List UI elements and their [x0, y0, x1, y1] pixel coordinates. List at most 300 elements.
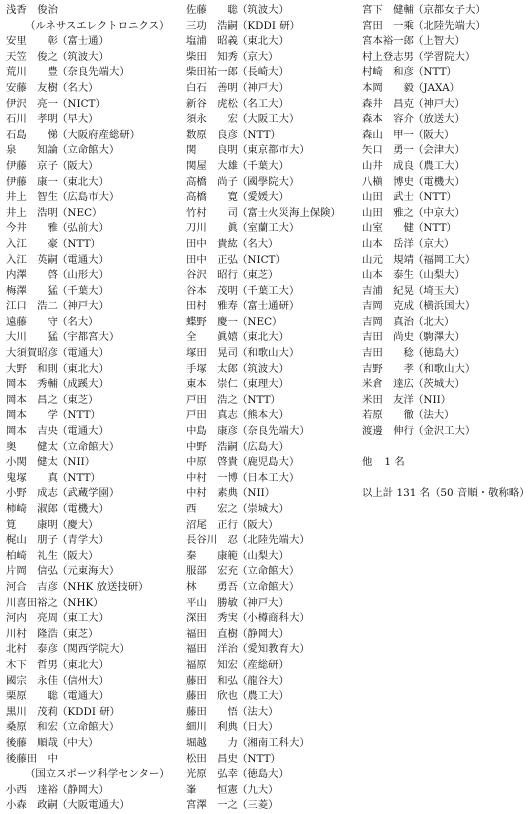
member-name: 福田 洋治	[186, 643, 238, 656]
member-name: 東本 崇仁	[186, 378, 238, 391]
member-affiliation: （電機大）	[57, 503, 109, 515]
name-entry	[186, 627, 356, 643]
member-name: 柴田祐一郎	[186, 66, 238, 79]
member-affiliation: （東北大）	[57, 658, 109, 671]
member-name: 白石 善明	[186, 81, 238, 94]
member-affiliation: （東芝）	[57, 627, 99, 640]
member-name: 田中 正弘	[186, 253, 238, 266]
member-name: 関 良明	[186, 144, 238, 157]
member-affiliation: （奈良先端大）	[57, 66, 130, 79]
name-entry	[362, 128, 528, 144]
member-affiliation: （電通大）	[57, 425, 109, 438]
member-affiliation: （NTT）	[237, 752, 281, 765]
member-affiliation: （京大）	[237, 50, 279, 63]
member-affiliation: （東北大）	[237, 331, 289, 344]
name-entry	[186, 65, 356, 81]
member-name: 森本 容介	[362, 113, 414, 126]
member-name: 竹村 司	[186, 206, 238, 219]
member-affiliation: （徳島大）	[237, 768, 289, 781]
member-name: 泉 知論	[6, 144, 58, 157]
others-note	[362, 455, 528, 471]
member-affiliation: （名大）	[57, 315, 99, 328]
name-entry	[186, 221, 356, 237]
member-name: 石島 悌	[6, 128, 58, 141]
name-entry	[186, 533, 356, 549]
name-entry	[186, 580, 356, 596]
member-affiliation: （NTT）	[413, 191, 457, 204]
name-entry	[186, 455, 356, 471]
name-entry	[186, 674, 356, 690]
member-affiliation: （千葉大）	[237, 159, 289, 172]
member-name: 浅香 俊治	[6, 4, 58, 16]
member-name: 中村 素典	[186, 487, 238, 500]
member-name: 宮澤 一之	[186, 799, 238, 812]
member-name: 本岡 毅	[362, 81, 414, 94]
member-name: 吉田 尚史	[362, 331, 414, 344]
member-name: 山本 泰生	[362, 269, 414, 282]
name-entry	[186, 268, 356, 284]
member-name: 山田 武士	[362, 191, 414, 204]
member-affiliation: （NTT）	[57, 237, 101, 250]
member-affiliation: （三菱）	[237, 799, 279, 812]
member-affiliation: （JAXA）	[413, 81, 460, 94]
member-name: 田中 貴紘	[186, 237, 238, 250]
member-affiliation: （NEC）	[237, 315, 283, 328]
entry-affiliation-continued	[6, 19, 176, 35]
name-entry	[6, 346, 176, 362]
member-affiliation: （立命館大）	[237, 580, 300, 593]
name-entry	[6, 299, 176, 315]
member-affiliation: （東京都市大）	[237, 144, 310, 157]
member-name: 安里 彰	[6, 35, 58, 48]
member-name: 國宗 永佳	[6, 674, 58, 687]
member-name: 塩浦 昭義	[186, 35, 238, 48]
member-affiliation: （奈良先端大）	[237, 425, 310, 438]
name-entry	[6, 533, 176, 549]
member-affiliation: （鹿児島大）	[237, 456, 300, 469]
member-name: 山室 健	[362, 222, 414, 235]
member-affiliation: （東芝）	[237, 269, 279, 282]
member-affiliation: （静岡大）	[237, 627, 289, 640]
member-name: 荒川 豊	[6, 66, 58, 79]
member-affiliation: （農工大）	[237, 690, 289, 703]
member-affiliation: （北大）	[413, 315, 455, 328]
name-entry	[186, 720, 356, 736]
member-name: 関屋 大雄	[186, 159, 238, 172]
name-entry	[362, 143, 528, 159]
column-3	[362, 3, 528, 502]
member-affiliation: （中京大）	[413, 206, 465, 219]
member-affiliation: （NHK 放送技研）	[57, 580, 149, 593]
member-name: 戸田 浩之	[186, 393, 238, 406]
member-name: 沼尾 正行	[186, 518, 238, 531]
member-name: 福田 直樹	[186, 627, 238, 640]
name-entry	[186, 237, 356, 253]
name-entry	[186, 502, 356, 518]
name-entry	[6, 128, 176, 144]
name-entry	[6, 34, 176, 50]
name-entry	[6, 471, 176, 487]
name-entry	[362, 81, 528, 97]
name-entry	[362, 346, 528, 362]
member-name: 梅澤 猛	[6, 284, 58, 297]
member-name: 伊藤 京子	[6, 159, 58, 172]
name-entry	[362, 206, 528, 222]
member-affiliation: （熊本大）	[237, 409, 289, 422]
member-name: 林 勇吾	[186, 580, 238, 593]
member-name: 柴田 知秀	[186, 50, 238, 63]
name-entry	[186, 471, 356, 487]
name-entry	[362, 34, 528, 50]
member-name: 全 眞嬉	[186, 331, 238, 344]
member-name: 刀川 眞	[186, 222, 238, 235]
member-name: 手塚 太郎	[186, 362, 238, 375]
member-affiliation: （室蘭工大）	[237, 222, 300, 235]
name-entry	[186, 705, 356, 721]
member-affiliation: （NTT）	[57, 471, 101, 484]
name-entry	[6, 720, 176, 736]
name-entry	[362, 175, 528, 191]
member-affiliation: （NICT）	[237, 253, 286, 266]
member-name: 深田 秀実	[186, 612, 238, 625]
name-entry	[186, 767, 356, 783]
member-affiliation: （山梨大）	[413, 269, 465, 282]
member-name: 田村 雅寿	[186, 300, 238, 313]
name-entry	[362, 237, 528, 253]
member-name: 岡本 学	[6, 409, 58, 422]
column-3-list	[362, 3, 528, 440]
name-entry	[186, 330, 356, 346]
name-entry	[186, 362, 356, 378]
name-entry	[362, 362, 528, 378]
member-name: 桑原 和宏	[6, 721, 58, 734]
member-name: 入江 豪	[6, 237, 58, 250]
member-name: 藤田 和弘	[186, 674, 238, 687]
member-name: 黒川 茂莉	[6, 705, 58, 718]
name-entry	[186, 393, 356, 409]
name-entry	[6, 502, 176, 518]
member-name: 山井 成良	[362, 159, 414, 172]
member-affiliation: （神戸大）	[237, 596, 289, 609]
name-entry	[186, 81, 356, 97]
member-affiliation: （青学大）	[57, 534, 109, 547]
member-affiliation: （学習院大）	[413, 50, 476, 63]
member-name: 数原 良彦	[186, 128, 238, 141]
member-affiliation: （会津大）	[413, 144, 465, 157]
name-entry	[362, 330, 528, 346]
name-entry	[186, 206, 356, 222]
member-name: 河内 亮周	[6, 612, 58, 625]
member-affiliation: （名大）	[237, 237, 279, 250]
member-affiliation: （富士通）	[57, 35, 109, 48]
column-1	[6, 3, 176, 814]
member-affiliation: （立命館大）	[237, 565, 300, 578]
name-entry	[186, 346, 356, 362]
member-name: 須永 宏	[186, 113, 238, 126]
member-name: 村崎 和彦	[362, 66, 414, 79]
member-affiliation: （北陸先端大）	[237, 534, 310, 547]
member-name: 平山 勝敏	[186, 596, 238, 609]
member-name: 江口 浩二	[6, 300, 58, 313]
member-affiliation: （北陸先端大）	[413, 19, 486, 32]
member-name: 秦 康範	[186, 549, 238, 562]
name-entry	[6, 440, 176, 456]
name-entry	[6, 159, 176, 175]
member-name: 岡本 吉央	[6, 425, 58, 438]
member-name: 井上 浩明	[6, 206, 58, 219]
name-entry	[186, 159, 356, 175]
name-entry	[6, 3, 176, 19]
name-entry	[186, 518, 356, 534]
member-affiliation: （横浜国大）	[413, 300, 476, 313]
member-affiliation: （愛媛大）	[237, 191, 289, 204]
member-affiliation: （和歌山大）	[413, 362, 476, 375]
member-affiliation: （湘南工科大）	[237, 736, 310, 749]
name-entry	[6, 377, 176, 393]
member-name: 吉田 稔	[362, 347, 414, 360]
name-entry	[186, 128, 356, 144]
member-affiliation: （京大）	[413, 237, 455, 250]
member-name: 内澤 啓	[6, 269, 58, 282]
member-affiliation: （NTT）	[413, 66, 457, 79]
name-entry	[6, 642, 176, 658]
member-name: 森井 昌克	[362, 97, 414, 110]
name-entry	[6, 518, 176, 534]
member-name: 宮下 健輔	[362, 4, 414, 16]
member-name: 大須賀昭彦	[6, 347, 58, 360]
member-affiliation: （関西学院大）	[57, 643, 130, 656]
member-name: 塚田 晃司	[186, 347, 238, 360]
name-entry	[6, 393, 176, 409]
member-affiliation: （ルネサスエレクトロニクス）	[25, 19, 170, 32]
member-affiliation: （NEC）	[57, 206, 103, 219]
member-affiliation: （農工大）	[413, 159, 465, 172]
name-entry	[362, 190, 528, 206]
member-affiliation: （武蔵学園）	[57, 487, 120, 500]
member-name: 八槇 博史	[362, 175, 414, 188]
name-entry	[186, 97, 356, 113]
member-name: 天笠 俊之	[6, 50, 58, 63]
member-name: 三功 浩嗣	[186, 19, 238, 32]
name-entry	[186, 408, 356, 424]
name-entry	[6, 798, 176, 814]
member-affiliation: （東北大）	[237, 35, 289, 48]
name-entry	[6, 736, 176, 752]
member-affiliation: （宇都宮大）	[57, 331, 120, 344]
total-count: 計 131 名	[382, 487, 431, 500]
name-entry	[186, 798, 356, 814]
member-name: 福原 知宏	[186, 658, 238, 671]
member-name: 柏崎 礼生	[6, 549, 58, 562]
name-entry	[186, 424, 356, 440]
name-entry	[6, 564, 176, 580]
member-affiliation: （筑波大）	[57, 50, 109, 63]
name-entry	[362, 112, 528, 128]
name-entry	[362, 408, 528, 424]
name-entry	[362, 3, 528, 19]
member-name: 川喜田裕之	[6, 596, 58, 609]
member-name: 宮田 一乘	[362, 19, 414, 32]
total-label: 以上	[362, 487, 383, 500]
member-affiliation: （NII）	[413, 393, 452, 406]
name-entry	[6, 81, 176, 97]
name-entry	[186, 190, 356, 206]
member-affiliation: （立命館大）	[57, 721, 120, 734]
member-name: 北村 泰彦	[6, 643, 58, 656]
member-affiliation: （立命館大）	[57, 144, 120, 157]
member-affiliation: （電通大）	[57, 690, 109, 703]
member-name: 米倉 達広	[362, 378, 414, 391]
member-affiliation: （筑波大）	[237, 4, 289, 16]
member-name: 峯 恒憲	[186, 783, 238, 796]
member-name: 森山 甲一	[362, 128, 414, 141]
total-remark: （50 音順・敬称略）	[430, 487, 530, 500]
member-affiliation: （筑波大）	[237, 362, 289, 375]
name-entry	[6, 97, 176, 113]
member-name: 奥 健太	[6, 440, 58, 453]
member-name: 伊沢 亮一	[6, 97, 58, 110]
member-name: 岡本 秀輔	[6, 378, 58, 391]
member-name: 服部 宏充	[186, 565, 238, 578]
member-name: 高橋 尚子	[186, 175, 238, 188]
name-entry	[186, 284, 356, 300]
member-affiliation: （東芝）	[57, 393, 99, 406]
name-entry	[6, 284, 176, 300]
name-entry	[362, 50, 528, 66]
member-name: 長谷川 忍	[186, 534, 238, 547]
name-entry	[186, 689, 356, 705]
member-name: 山本 岳洋	[362, 237, 414, 250]
name-entry	[362, 19, 528, 35]
name-entry	[6, 549, 176, 565]
member-name: 後藤 順哉	[6, 736, 58, 749]
member-affiliation: （KDDI 研）	[57, 705, 121, 718]
member-affiliation: （大阪府産総研）	[57, 128, 141, 141]
name-entry	[186, 299, 356, 315]
name-entry	[362, 299, 528, 315]
member-affiliation: （國學院大）	[237, 175, 300, 188]
member-name: 中島 康彦	[186, 425, 238, 438]
member-name: 中村 一博	[186, 471, 238, 484]
member-name: 山元 規靖	[362, 253, 414, 266]
member-name: 米田 友洋	[362, 393, 414, 406]
member-name: 小森 政嗣	[6, 799, 58, 812]
member-name: 新谷 虎松	[186, 97, 238, 110]
name-entry	[6, 705, 176, 721]
member-affiliation: （放送大）	[413, 113, 465, 126]
member-affiliation: （和歌山大）	[237, 347, 300, 360]
member-affiliation: （法大）	[413, 409, 455, 422]
member-affiliation: （茨城大）	[413, 378, 465, 391]
name-entry	[186, 19, 356, 35]
member-name: 柿崎 淑郎	[6, 503, 58, 515]
member-affiliation: （千葉工大）	[237, 284, 300, 297]
name-entry	[6, 112, 176, 128]
member-affiliation: （日大）	[237, 721, 279, 734]
name-entry	[6, 237, 176, 253]
member-name: 宮本裕一郎	[362, 35, 414, 48]
member-affiliation: （東北大）	[57, 362, 109, 375]
member-affiliation: （小樽商科大）	[237, 612, 310, 625]
name-entry	[186, 783, 356, 799]
name-entry	[362, 221, 528, 237]
member-name: 入江 英嗣	[6, 253, 58, 266]
member-name: 戸田 真志	[186, 409, 238, 422]
name-entry	[6, 455, 176, 471]
name-entry	[186, 658, 356, 674]
name-entry	[186, 549, 356, 565]
member-affiliation: （法大）	[237, 705, 279, 718]
name-entry	[186, 3, 356, 19]
entry-affiliation-continued	[6, 767, 176, 783]
name-entry	[186, 564, 356, 580]
name-entry	[6, 362, 176, 378]
member-name: 吉野 孝	[362, 362, 414, 375]
name-entry	[362, 268, 528, 284]
name-entry	[186, 736, 356, 752]
member-affiliation: （神戸大）	[57, 300, 109, 313]
name-entry	[6, 611, 176, 627]
member-name: 栗原 聡	[6, 690, 58, 703]
member-affiliation: （阪大）	[57, 159, 99, 172]
member-name: 大野 和則	[6, 362, 58, 375]
member-affiliation: （千葉大）	[57, 284, 109, 297]
member-name: 岡本 昌之	[6, 393, 58, 406]
member-name: 吉浦 紀晃	[362, 284, 414, 297]
name-entry	[6, 315, 176, 331]
member-name: 河合 吉彦	[6, 580, 58, 593]
member-name: 堀越 力	[186, 736, 238, 749]
member-affiliation: （金沢工大）	[413, 425, 476, 438]
member-name: 鬼塚 真	[6, 471, 58, 484]
member-name: 安藤 友樹	[6, 81, 58, 94]
member-affiliation: （阪大）	[413, 128, 455, 141]
name-entry	[186, 253, 356, 269]
member-name: 村上登志男	[362, 50, 414, 63]
name-entry	[362, 253, 528, 269]
member-affiliation: （NTT）	[237, 128, 281, 141]
member-affiliation: （国立スポーツ科学センター）	[25, 768, 170, 781]
member-name: 西 宏之	[186, 503, 238, 515]
member-name: 中原 啓貴	[186, 456, 238, 469]
member-affiliation: （早大）	[57, 113, 99, 126]
member-name: 伊藤 康一	[6, 175, 58, 188]
member-affiliation: （山梨大）	[237, 549, 289, 562]
member-affiliation: （阪大）	[57, 549, 99, 562]
member-affiliation: （富士火災海上保険）	[237, 206, 341, 219]
name-entry	[6, 253, 176, 269]
member-name: 蝶野 慶一	[186, 315, 238, 328]
name-entry	[6, 658, 176, 674]
member-affiliation: （阪大）	[237, 518, 279, 531]
member-affiliation: （大阪電通大）	[57, 799, 130, 812]
member-name: 小関 健太	[6, 456, 58, 469]
member-affiliation: （広島大）	[237, 440, 289, 453]
member-affiliation: （NICT）	[57, 97, 106, 110]
name-entry	[6, 627, 176, 643]
member-affiliation: （名工大）	[237, 97, 289, 110]
name-entry	[362, 65, 528, 81]
member-affiliation: （産総研）	[237, 658, 289, 671]
member-name: 矢口 勇一	[362, 144, 414, 157]
member-affiliation: （富士通研）	[237, 300, 300, 313]
member-name: 大川 猛	[6, 331, 58, 344]
name-entry	[362, 377, 528, 393]
name-entry	[6, 330, 176, 346]
member-name: 川村 隆浩	[6, 627, 58, 640]
member-affiliation: （九大）	[237, 783, 279, 796]
name-entry	[186, 34, 356, 50]
